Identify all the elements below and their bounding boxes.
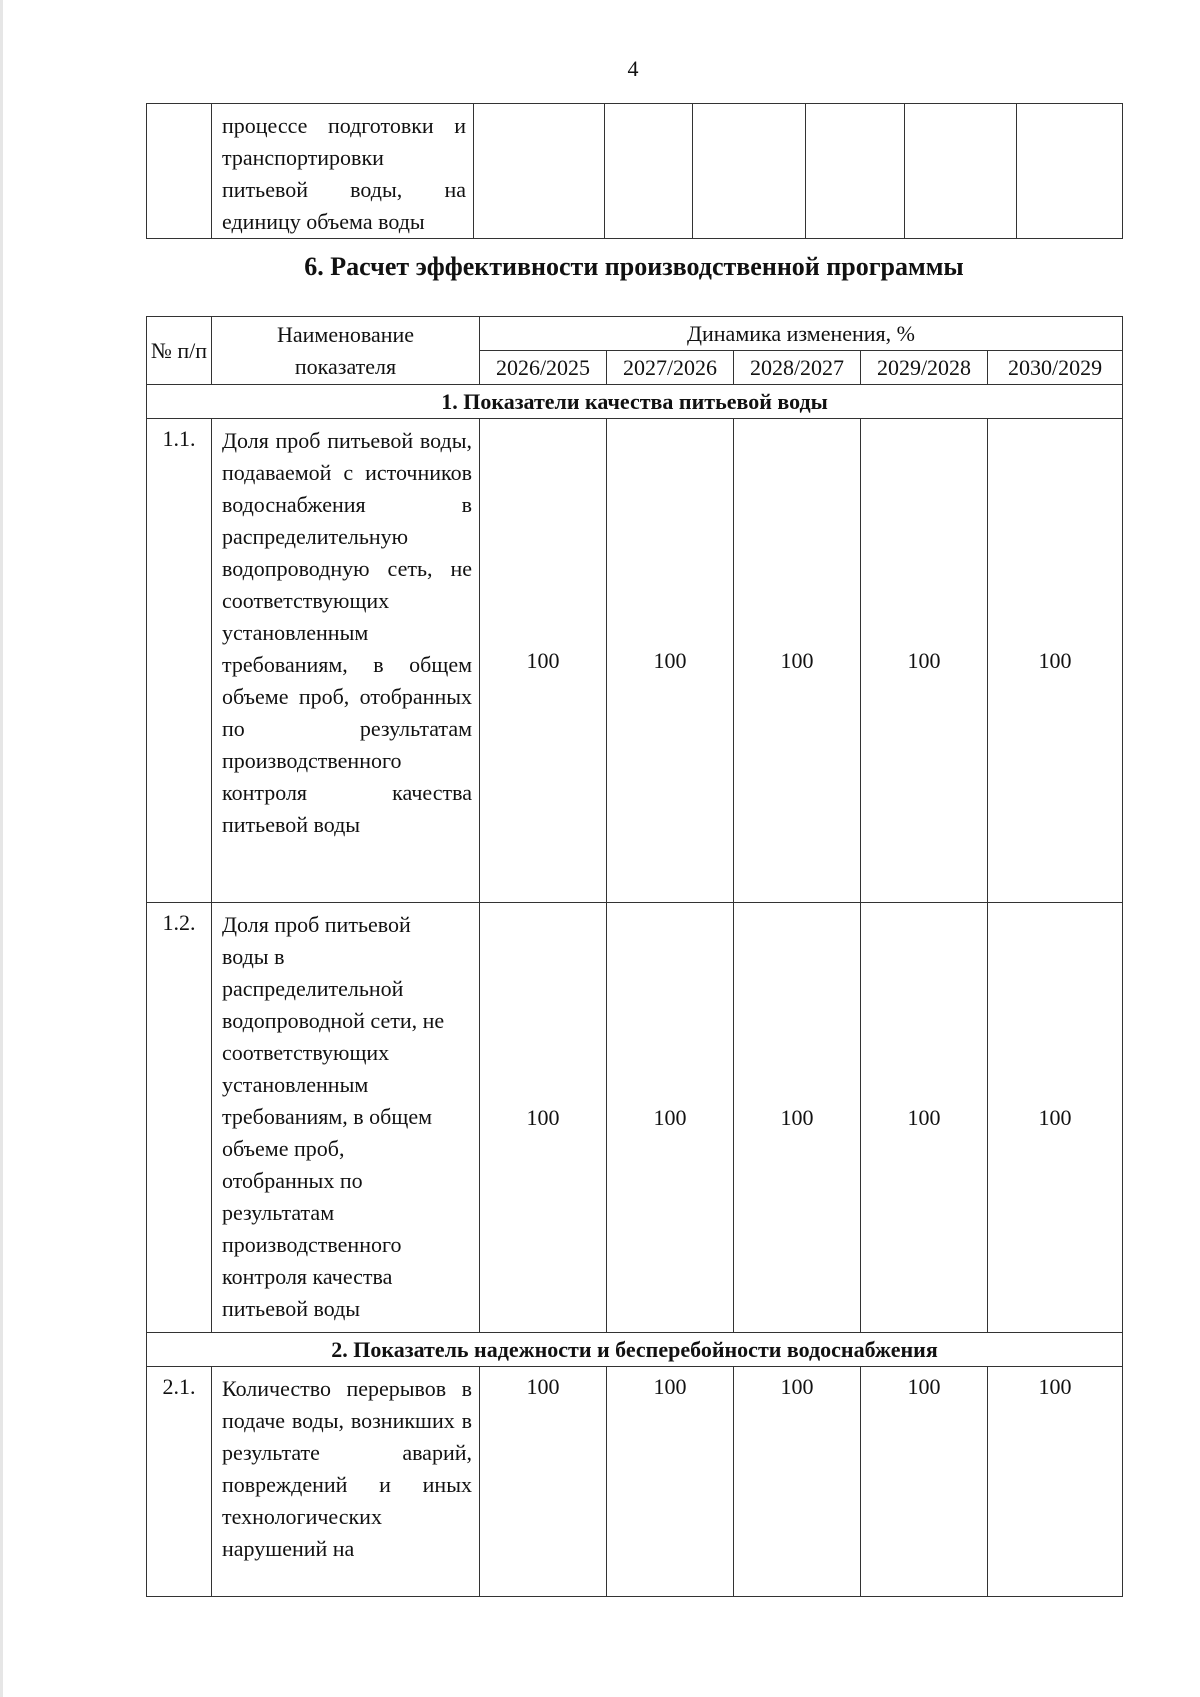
table-cell: [693, 104, 806, 239]
value-cell: 100: [861, 419, 988, 903]
header-name: Наименование показателя: [212, 317, 480, 385]
header-year: 2026/2025: [480, 351, 607, 385]
header-year: 2028/2027: [734, 351, 861, 385]
row-number: 2.1.: [147, 1367, 212, 1597]
value-cell: 100: [734, 1367, 861, 1597]
row-number: 1.2.: [147, 903, 212, 1333]
page-number: 4: [627, 56, 639, 81]
value-cell: 100: [607, 419, 734, 903]
group-title: 1. Показатели качества питьевой воды: [147, 385, 1123, 419]
row-number: 1.1.: [147, 419, 212, 903]
table-cell: [905, 104, 1017, 239]
value-cell: 100: [607, 903, 734, 1333]
value-cell: 100: [734, 419, 861, 903]
value-cell: 100: [480, 903, 607, 1333]
table-cell: [147, 104, 212, 239]
table-row: [147, 903, 1123, 1333]
header-year: 2029/2028: [861, 351, 988, 385]
scan-edge: [0, 0, 3, 1697]
table-row: [147, 104, 1123, 239]
header-year: 2030/2029: [988, 351, 1123, 385]
table-cell: [806, 104, 905, 239]
indicator-name: Количество перерывов в подаче воды, возникших в результате аварий, повреждений и иных технологических нарушений на: [212, 1367, 480, 1597]
table-cell: [605, 104, 693, 239]
group-row: [147, 385, 1123, 419]
header-dynamics: Динамика изменения, %: [480, 317, 1123, 351]
efficiency-table: [146, 316, 1123, 1597]
indicator-name: Доля проб питьевой воды, подаваемой с источников водоснабжения в распределительную водопроводную сеть, не соответствующих установленным требованиям, в общем объеме проб, отобранных по результатам производственного контроля качества питьевой воды: [212, 419, 480, 903]
indicator-name: процессе подготовки и транспортировки питьевой воды, на единицу объема воды: [212, 104, 474, 239]
table-header-row: [147, 317, 1123, 351]
value-cell: 100: [480, 419, 607, 903]
value-cell: 100: [734, 903, 861, 1333]
value-cell: 100: [861, 1367, 988, 1597]
table-row: [147, 1367, 1123, 1597]
group-row: [147, 1333, 1123, 1367]
value-cell: 100: [988, 1367, 1123, 1597]
table-row: [147, 419, 1123, 903]
value-cell: 100: [607, 1367, 734, 1597]
header-year: 2027/2026: [607, 351, 734, 385]
table-cell: [1017, 104, 1123, 239]
group-title: 2. Показатель надежности и бесперебойности водоснабжения: [147, 1333, 1123, 1367]
table-cell: [474, 104, 605, 239]
value-cell: 100: [480, 1367, 607, 1597]
section-title: 6. Расчет эффективности производственной программы: [304, 252, 964, 281]
value-cell: 100: [861, 903, 988, 1333]
continuation-table: [146, 103, 1123, 239]
value-cell: 100: [988, 419, 1123, 903]
indicator-name: Доля проб питьевой воды в распределительной водопроводной сети, не соответствующих установленным требованиям, в общем объеме проб, отобранных по результатам производственного контроля качества питьевой воды: [212, 903, 480, 1333]
header-num: № п/п: [147, 317, 212, 385]
value-cell: 100: [988, 903, 1123, 1333]
